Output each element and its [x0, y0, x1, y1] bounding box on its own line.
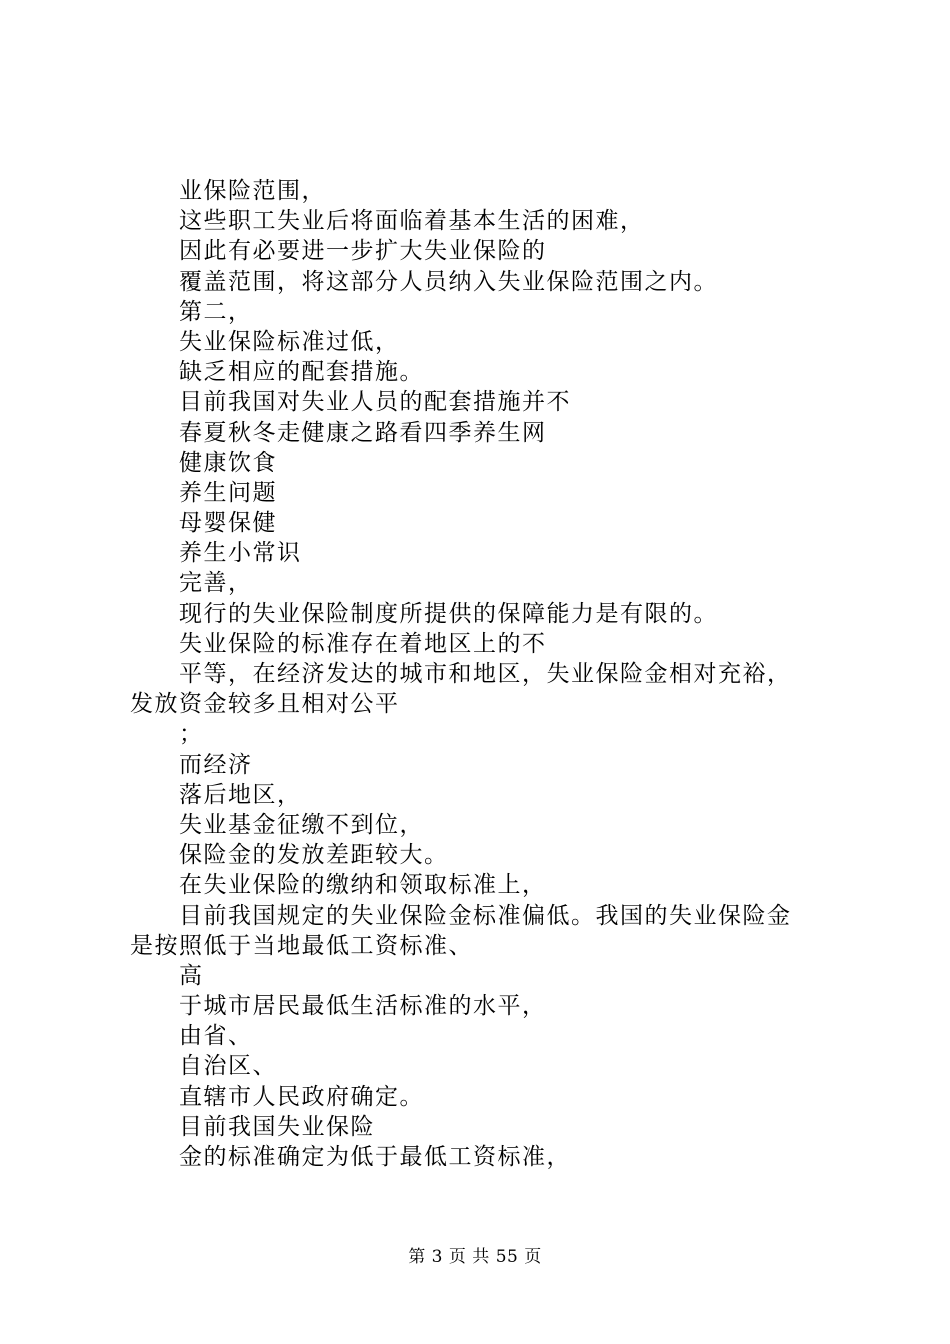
text-line: 落后地区， [179, 781, 302, 808]
text-line: 失业保险标准过低， [179, 328, 400, 355]
page-number-footer: 第 3 页 共 55 页 [408, 1247, 542, 1267]
text-line: 金的标准确定为低于最低工资标准， [179, 1144, 571, 1170]
text-line: 养生问题 [179, 479, 277, 506]
text-line: 于城市居民最低生活标准的水平， [179, 993, 547, 1020]
text-line: 覆盖范围，将这部分人员纳入失业保险范围之内。 [179, 268, 718, 295]
text-line: 养生小常识 [179, 540, 302, 567]
text-line: 现行的失业保险制度所提供的保障能力是有限的。 [179, 600, 718, 627]
text-line: 由省、 [179, 1023, 253, 1050]
text-line: 保险金的发放差距较大。 [179, 842, 449, 869]
text-line: 是按照低于当地最低工资标准、 [130, 932, 473, 959]
text-line: 失业保险的标准存在着地区上的不 [179, 630, 547, 657]
text-line: 发放资金较多且相对公平 [130, 691, 400, 718]
text-line: 目前我国对失业人员的配套措施并不 [179, 389, 571, 416]
text-line: 母婴保健 [179, 510, 277, 537]
text-line: 目前我国规定的失业保险金标准偏低。我国的失业保险金 [179, 902, 792, 929]
text-line: 健康饮食 [179, 449, 277, 476]
text-line: 而经济 [179, 751, 253, 778]
text-line: 因此有必要进一步扩大失业保险的 [179, 238, 547, 265]
document-body [130, 176, 850, 1172]
text-line: ； [179, 721, 204, 748]
text-line: 业保险范围， [179, 178, 326, 204]
text-line: 第二， [179, 298, 253, 325]
text-line: 失业基金征缴不到位， [179, 811, 424, 838]
text-line: 自治区、 [179, 1053, 277, 1080]
text-line: 目前我国失业保险 [179, 1113, 375, 1140]
text-line: 平等，在经济发达的城市和地区，失业保险金相对充裕， [179, 661, 792, 687]
text-line: 这些职工失业后将面临着基本生活的困难， [179, 208, 645, 235]
text-line: 缺乏相应的配套措施。 [179, 359, 424, 386]
text-line: 完善， [179, 570, 253, 597]
text-line: 高 [179, 962, 204, 989]
text-line: 在失业保险的缴纳和领取标准上， [179, 872, 547, 899]
text-line: 直辖市人民政府确定。 [179, 1083, 424, 1110]
text-line: 春夏秋冬走健康之路看四季养生网 [179, 419, 547, 446]
